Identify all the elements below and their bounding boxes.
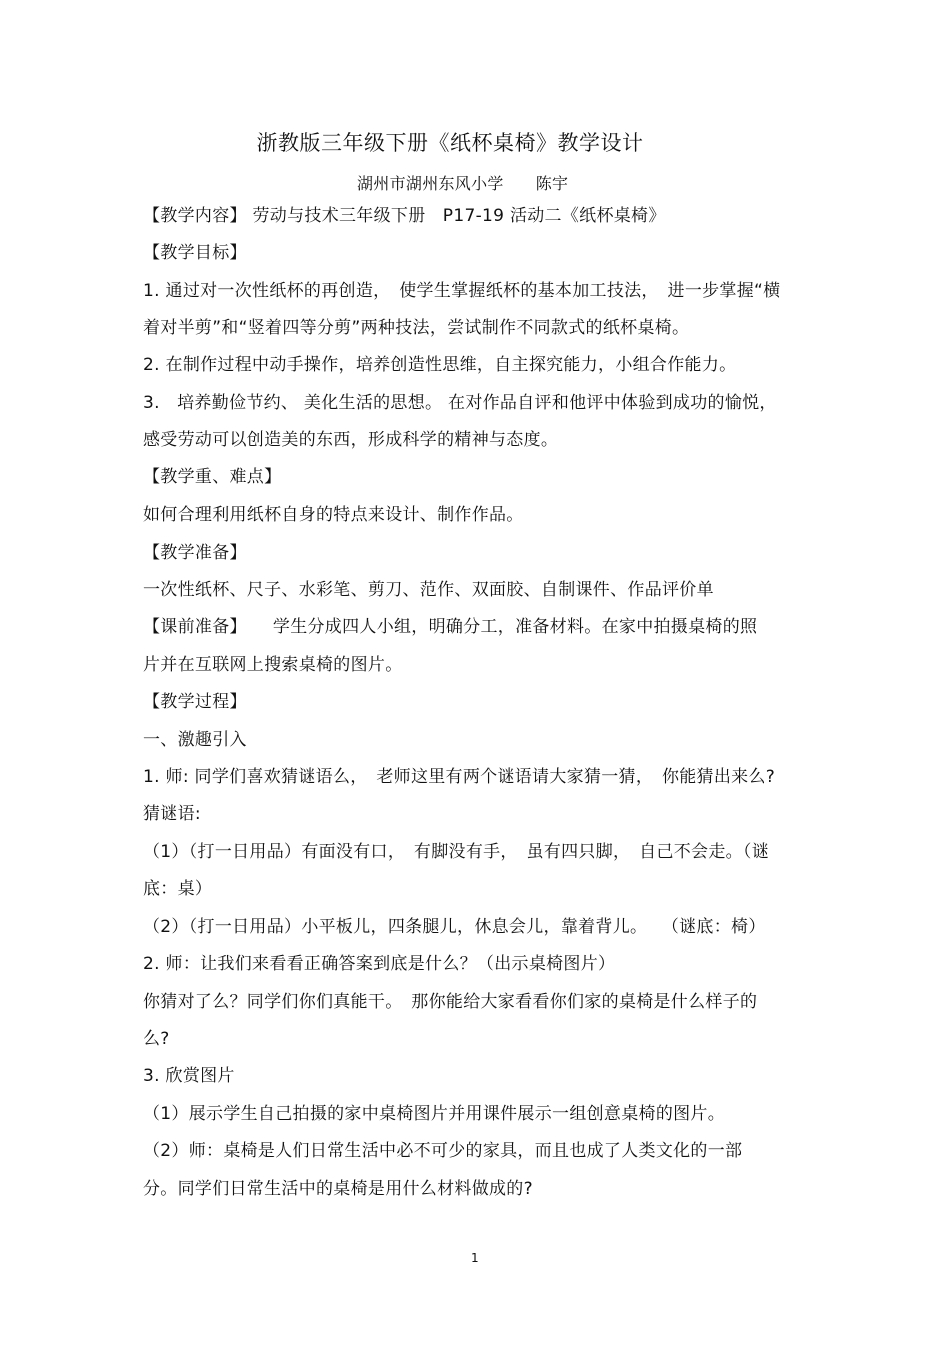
page-number: 1	[471, 1251, 479, 1265]
body-line: 一次性纸杯、尺子、水彩笔、剪刀、范作、双面胶、自制课件、作品评价单	[143, 580, 714, 600]
section-heading: 【教学目标】	[143, 243, 247, 263]
section-heading: 【教学重、难点】	[143, 467, 282, 487]
body-line: 着对半剪”和“竖着四等分剪”两种技法，尝试制作不同款式的纸杯桌椅。	[143, 318, 690, 338]
author-line	[357, 171, 568, 194]
body-line: 3. 培养勤俭节约、 美化生活的思想。 在对作品自评和他评中体验到成功的愉悦，	[143, 393, 777, 413]
body-line: 【课前准备】 学生分成四人小组，明确分工，准备材料。在家中拍摄桌椅的照	[143, 617, 758, 637]
document-title: 浙教版三年级下册《纸杯桌椅》教学设计	[256, 131, 644, 155]
body-line: 么?	[143, 1029, 170, 1049]
body-line: （2）（打一日用品）小平板儿，四条腿儿，休息会儿，靠着背儿。 （谜底：椅）	[143, 917, 766, 937]
body-line: 你猜对了么？同学们你们真能干。 那你能给大家看看你们家的桌椅是什么样子的	[143, 992, 758, 1012]
body-line: 1. 通过对一次性纸杯的再创造， 使学生掌握纸杯的基本加工技法， 进一步掌握“横	[143, 281, 781, 301]
body-line: 2. 在制作过程中动手操作，培养创造性思维，自主探究能力，小组合作能力。	[143, 355, 737, 375]
body-line: （2）师：桌椅是人们日常生活中必不可少的家具，而且也成了人类文化的一部	[143, 1141, 743, 1161]
author-name: 陈宇	[535, 174, 569, 193]
author-school: 湖州市湖州东风小学	[357, 174, 504, 193]
body-line: （1）展示学生自己拍摄的家中桌椅图片并用课件展示一组创意桌椅的图片。	[143, 1104, 726, 1124]
body-line: 1. 师: 同学们喜欢猜谜语么， 老师这里有两个谜语请大家猜一猜， 你能猜出来么?	[143, 767, 776, 787]
body-line: 如何合理利用纸杯自身的特点来设计、制作作品。	[143, 505, 524, 525]
body-line: 【教学内容】 劳动与技术三年级下册 P17-19 活动二《纸杯桌椅》	[143, 206, 666, 226]
section-heading: 【教学准备】	[143, 543, 247, 563]
body-line: 分。同学们日常生活中的桌椅是用什么材料做成的?	[143, 1179, 533, 1199]
section-heading: 【教学过程】	[143, 692, 247, 712]
subsection-heading: 一、激趣引入	[143, 730, 247, 750]
body-line: 底：桌）	[143, 879, 213, 899]
body-line: 3. 欣赏图片	[143, 1066, 235, 1086]
body-line: 2. 师：让我们来看看正确答案到底是什么？（出示桌椅图片）	[143, 954, 616, 974]
body-line: 猜谜语:	[143, 804, 201, 824]
body-line: 片并在互联网上搜索桌椅的图片。	[143, 655, 403, 675]
body-line: 感受劳动可以创造美的东西，形成科学的精神与态度。	[143, 430, 559, 450]
body-line: （1）（打一日用品）有面没有口， 有脚没有手， 虽有四只脚， 自己不会走。（谜	[143, 842, 770, 862]
